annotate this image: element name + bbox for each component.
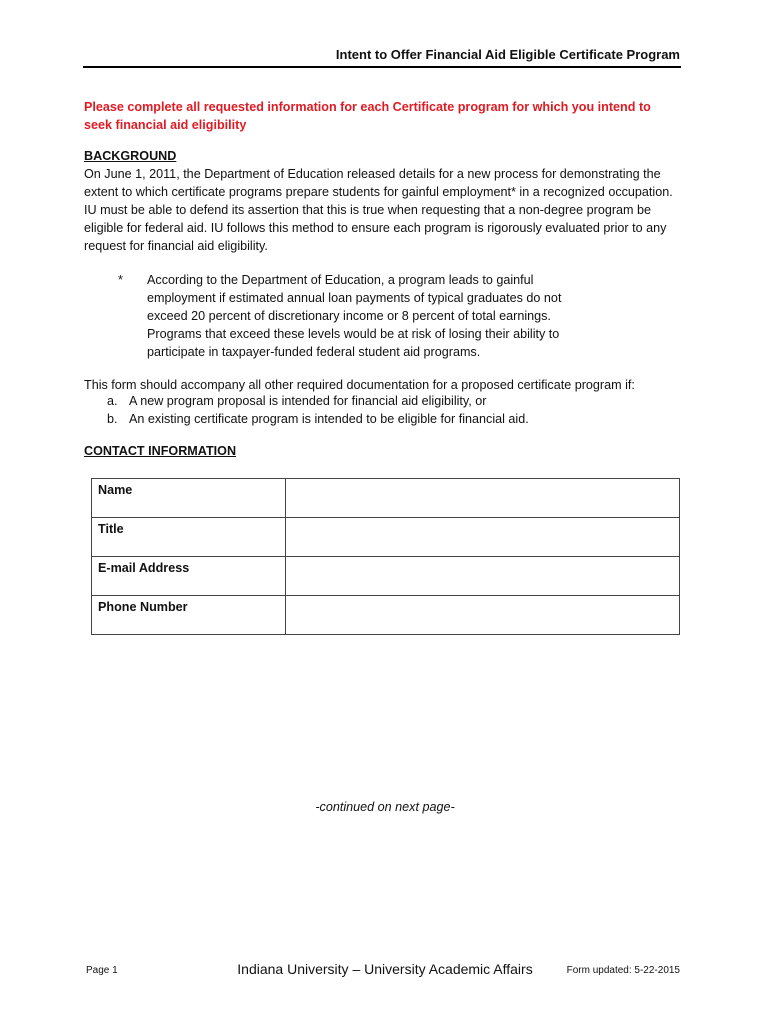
table-row [92, 596, 680, 635]
name-label: Name [92, 479, 286, 518]
form-conditions-lead: This form should accompany all other required documentation for a proposed certificate program if: [84, 378, 635, 392]
document-title: Intent to Offer Financial Aid Eligible Certificate Program [335, 47, 680, 62]
title-label: Title [92, 518, 286, 557]
list-marker: a. [107, 394, 118, 408]
phone-label: Phone Number [92, 596, 286, 635]
background-text: On June 1, 2011, the Department of Education released details for a new process for demonstrating the extent to which certificate programs prepare students for gainful employment* in a recognized occupation. IU must be able to defend its assertion that this is true when requesting that a non-degree program be eligible for federal aid. IU follows this method to ensure each program is rigorously evaluated prior to any request for financial aid eligibility. [84, 167, 673, 253]
title-field[interactable] [286, 518, 680, 557]
contact-information-table [91, 478, 680, 635]
contact-information-heading: CONTACT INFORMATION [84, 444, 237, 458]
footer-institution: Indiana University – University Academic Affairs [237, 961, 533, 977]
note-text: According to the Department of Education, a program leads to gainful employment if estimated annual loan payments of typical graduates do not exceed 20 percent of discretionary income or 8 percent of total earnings. Programs that exceed these levels would be at risk of losing their ability to participate in taxpayer-funded federal student aid programs. [147, 273, 562, 359]
list-item-text: A new program proposal is intended for financial aid eligibility, or [129, 394, 487, 408]
background-paragraph [84, 165, 674, 255]
continued-note: -continued on next page- [315, 800, 455, 814]
form-updated-date: Form updated: 5-22-2015 [566, 965, 680, 976]
form-conditions-list [107, 392, 529, 428]
table-row [92, 479, 680, 518]
list-marker: b. [107, 412, 118, 426]
list-item-text: An existing certificate program is intended to be eligible for financial aid. [129, 412, 529, 426]
email-label: E-mail Address [92, 557, 286, 596]
email-field[interactable] [286, 557, 680, 596]
list-item [107, 392, 529, 410]
intro-instruction: Please complete all requested information for each Certificate program for which you intend to seek financial aid eligibility [84, 100, 651, 132]
table-row [92, 557, 680, 596]
table-row [92, 518, 680, 557]
note-marker: * [118, 273, 123, 287]
background-heading: BACKGROUND [84, 149, 177, 163]
page-number: Page 1 [86, 965, 118, 976]
list-item [107, 410, 529, 428]
header-divider [83, 66, 681, 68]
phone-field[interactable] [286, 596, 680, 635]
name-field[interactable] [286, 479, 680, 518]
gainful-employment-note [118, 271, 588, 361]
